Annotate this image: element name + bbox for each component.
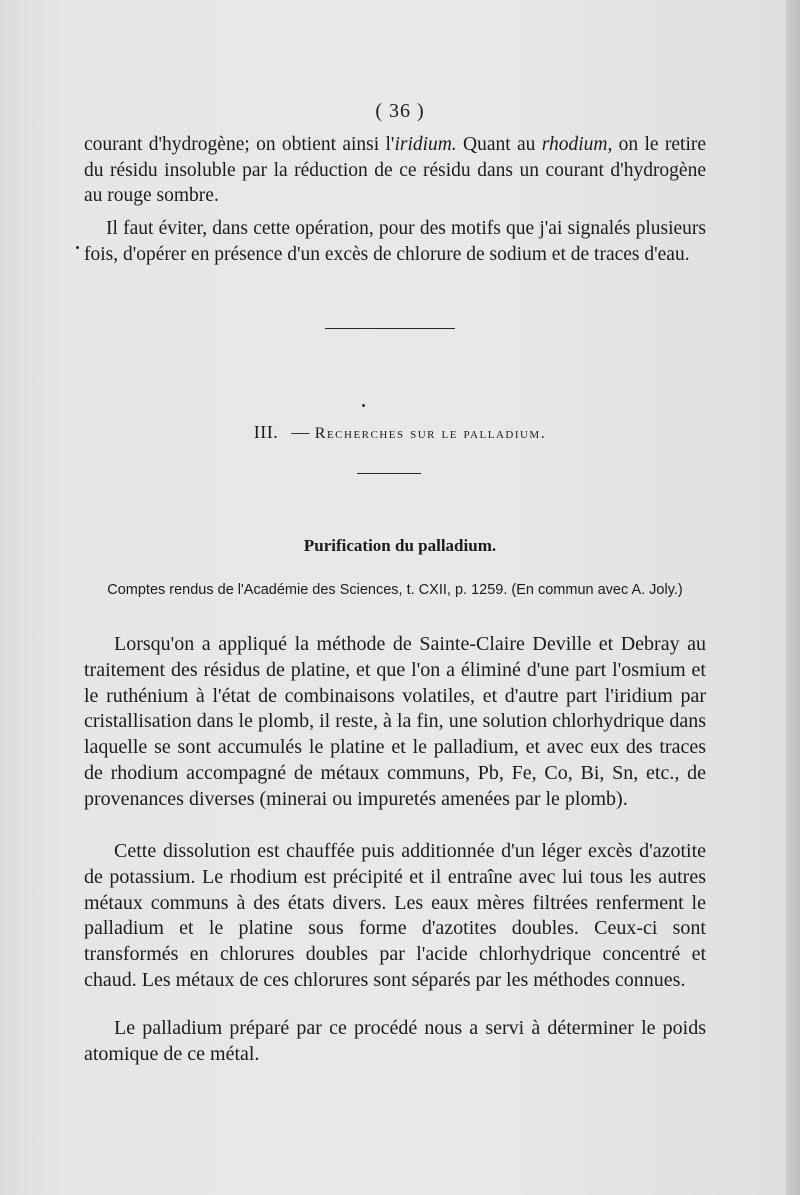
page-number: ( 36 ) [375, 100, 425, 122]
term-iridium: iridium. [394, 134, 457, 155]
section-numeral: III. [253, 422, 279, 442]
section-dash: — [291, 422, 310, 442]
section-title: Recherches sur le palladium. [314, 425, 547, 442]
section-rule-bottom [357, 473, 421, 474]
page-edge-shadow [786, 0, 800, 1195]
subsection-title: Purification du palladium. [303, 536, 497, 555]
paragraph-5: Le palladium préparé par ce procédé nous a servi à déterminer le poids atomique de ce métal. [84, 1017, 706, 1065]
ink-speck [76, 246, 79, 249]
paragraph-1-rest: on le retire du résidu insoluble par la réduction de ce résidu dans un courant d'hydrogène au rouge sombre. [84, 134, 707, 206]
ink-dot [362, 404, 365, 407]
paragraph-4: Cette dissolution est chauffée puis additionnée d'un léger excès d'azotite de potassium. Le rhodium est précipité et il entraîne avec lui tous les autres métaux communs à des états divers. Les eaux mères filtrées renferment le palladium et le platine sous forme d'azotites doubles. Ceux-ci sont transformés en chlorures doubles par l'acide chlorhydrique concentré et chaud. Les métaux de ces chlorures sont séparés par les méthodes connues. [84, 840, 706, 991]
paragraph-1-middle: Quant au [456, 134, 542, 155]
paragraph-1 [84, 132, 706, 209]
paragraph-1-text: courant d'hydrogène; on obtient ainsi l' [84, 134, 395, 155]
section-heading [0, 422, 800, 443]
paragraph-2: Il faut éviter, dans cette opération, pour des motifs que j'ai signalés plusieurs fois, d'opérer en présence d'un excès de chlorure de sodium et de traces d'eau. [84, 218, 706, 265]
paragraph-3: Lorsqu'on a appliqué la méthode de Sainte-Claire Deville et Debray au traitement des résidus de platine, et que l'on a éliminé d'une part l'osmium et le ruthénium à l'état de combinaisons volatiles, et d'autre part l'iridium par cristallisation dans le plomb, il reste, à la fin, une solution chlorhydrique dans laquelle se sont accumulés le platine et le palladium, et avec eux des traces de rhodium accompagné de métaux communs, Pb, Fe, Co, Bi, Sn, etc., de provenances diverses (minerai ou impuretés amenées par le plomb). [84, 633, 706, 810]
reference-line: Comptes rendus de l'Académie des Sciences, t. CXII, p. 1259. (En commun avec A. Joly.) [107, 582, 683, 598]
section-rule-top [325, 328, 455, 329]
term-rhodium: rhodium, [541, 134, 613, 155]
